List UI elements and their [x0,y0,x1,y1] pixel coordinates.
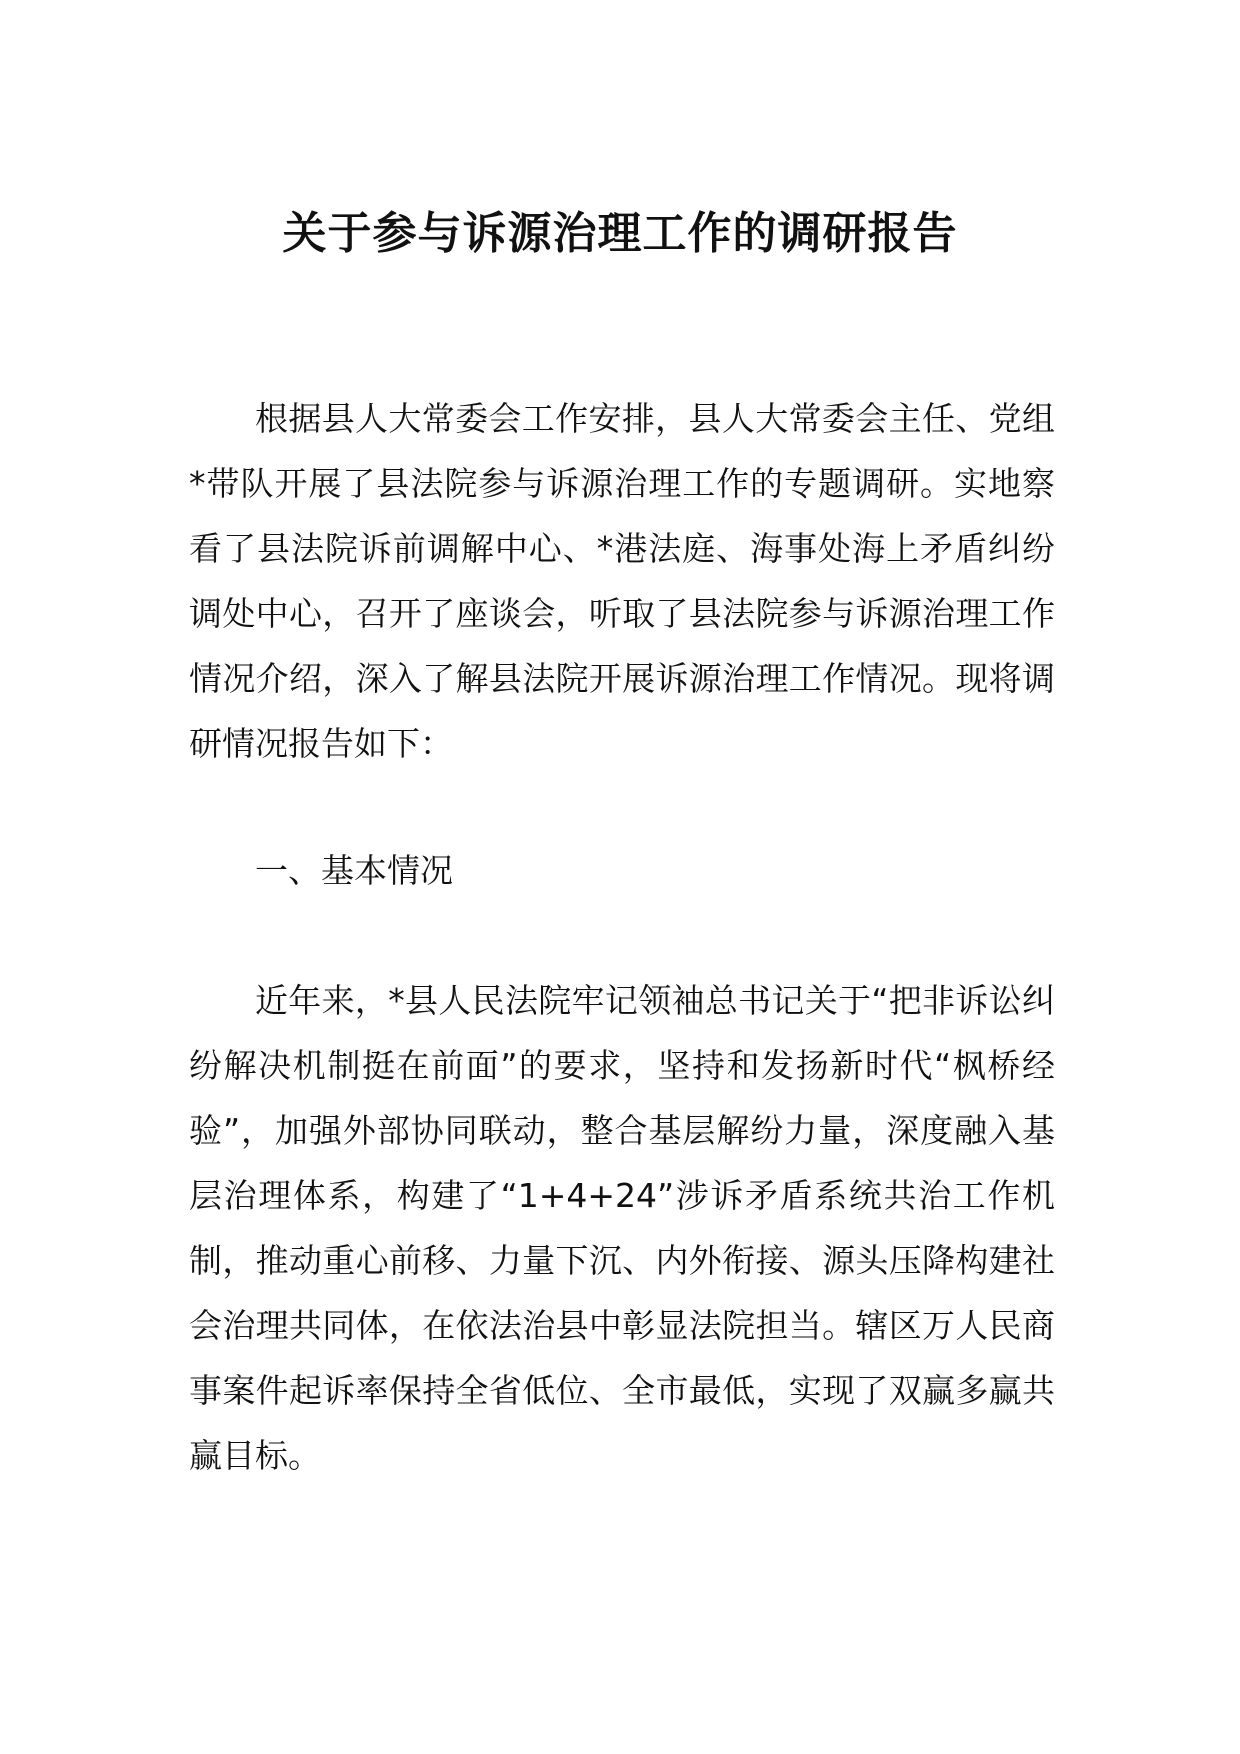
section-heading: 一、基本情况 [255,851,453,890]
section-paragraph: 近年来，*县人民法院牢记领袖总书记关于“把非诉讼纠纷解决机制挺在前面”的要求，坚持和发扬新时代“枫桥经验”，加强外部协同联动，整合基层解纷力量，深度融入基层治理体系，构建了“1+4+24”涉诉矛盾系统共治工作机制，推动重心前移、力量下沉、内外衔接、源头压降构建社会治理共同体，在依法治县中彰显法院担当。辖区万人民商事案件起诉率保持全省低位、全市最低，实现了双赢多赢共赢目标。 [189,981,1055,1475]
document-title: 关于参与诉源治理工作的调研报告 [282,208,958,259]
intro-paragraph: 根据县人大常委会工作安排，县人大常委会主任、党组*带队开展了县法院参与诉源治理工作的专题调研。实地察看了县法院诉前调解中心、*港法庭、海事处海上矛盾纠纷调处中心，召开了座谈会，听取了县法院参与诉源治理工作情况介绍，深入了解县法院开展诉源治理工作情况。现将调研情况报告如下： [189,399,1055,763]
